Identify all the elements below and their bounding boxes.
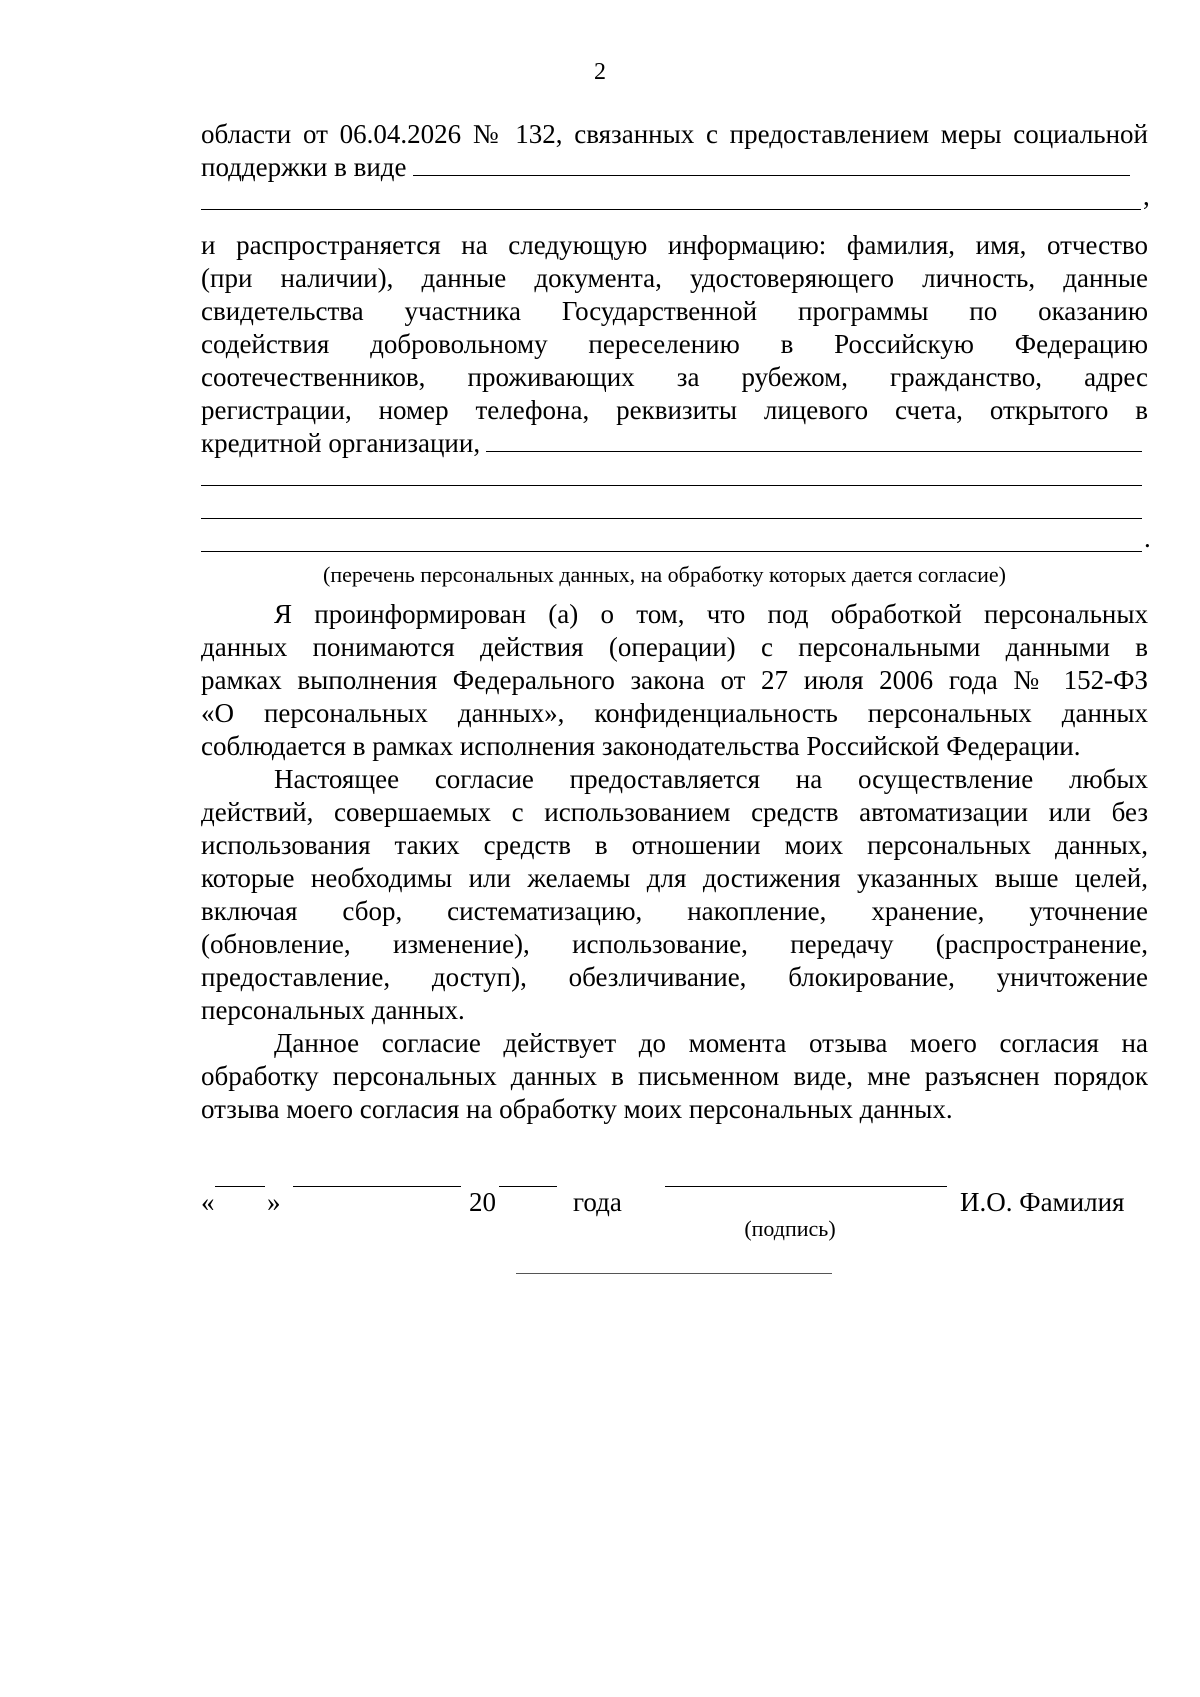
open-quote: «: [201, 1187, 215, 1217]
personal-data-caption: (перечень персональных данных, на обработку которых дается согласие): [323, 562, 1006, 587]
signature-caption: (подпись): [744, 1216, 836, 1241]
intro-line-1: области от 06.04.2026 № 132, связанных с предоставлением меры социальной: [201, 119, 1148, 149]
end-divider: [516, 1273, 832, 1274]
personal-data-blank-1[interactable]: [486, 429, 1142, 452]
p2-line-8: персональных данных.: [201, 995, 465, 1025]
p2-line-6: (обновление, изменение), использование, передачу (распространение,: [201, 929, 1148, 959]
intro-line-2-text: поддержки в виде: [201, 152, 407, 182]
p1-line-3: рамках выполнения Федерального закона от 27 июля 2006 года № 152-ФЗ: [201, 665, 1148, 695]
signer-name: И.О. Фамилия: [960, 1187, 1125, 1217]
p1-line-1: Я проинформирован (а) о том, что под обработкой персональных: [274, 599, 1148, 629]
period: .: [1144, 523, 1151, 553]
info-line-3: свидетельства участника Государственной программы по оказанию: [201, 296, 1148, 326]
p2-line-7: предоставление, доступ), обезличивание, блокирование, уничтожение: [201, 962, 1148, 992]
p2-line-3: использования таких средств в отношении моих персональных данных,: [201, 830, 1148, 860]
support-type-blank[interactable]: [413, 153, 1130, 176]
p2-line-5: включая сбор, систематизацию, накопление, хранение, уточнение: [201, 896, 1148, 926]
support-type-blank-2[interactable]: [201, 181, 1150, 217]
p1-line-2: данных понимаются действия (операции) с персональными данными в: [201, 632, 1148, 662]
info-line-5: соотечественников, проживающих за рубежом, гражданство, адрес: [201, 362, 1148, 392]
info-line-7-text: кредитной организации,: [201, 428, 481, 458]
comma: ,: [1143, 181, 1150, 211]
close-quote: »: [267, 1187, 281, 1217]
personal-data-blank-4[interactable]: [201, 523, 1151, 559]
info-line-2: (при наличии), данные документа, удостоверяющего личность, данные: [201, 263, 1148, 293]
info-line-7: [201, 427, 1148, 460]
year-blank[interactable]: [499, 1186, 557, 1187]
personal-data-blank-3[interactable]: [201, 493, 1148, 526]
info-line-1: и распространяется на следующую информацию: фамилия, имя, отчество: [201, 230, 1148, 260]
p3-line-2: обработку персональных данных в письменном виде, мне разъяснен порядок: [201, 1061, 1148, 1091]
signature-blank[interactable]: [665, 1186, 947, 1187]
document-body: [201, 118, 1151, 1126]
info-line-4: содействия добровольному переселению в Российскую Федерацию: [201, 329, 1148, 359]
day-blank[interactable]: [215, 1186, 265, 1187]
personal-data-blank-2[interactable]: [201, 460, 1148, 493]
intro-line-2: [201, 151, 1148, 184]
month-blank[interactable]: [293, 1186, 461, 1187]
p1-line-5: соблюдается в рамках исполнения законодательства Российской Федерации.: [201, 731, 1081, 761]
info-line-6: регистрации, номер телефона, реквизиты лицевого счета, открытого в: [201, 395, 1148, 425]
p2-line-1: Настоящее согласие предоставляется на осуществление любых: [274, 764, 1148, 794]
page-number: 2: [594, 59, 606, 85]
p3-line-1: Данное согласие действует до момента отзыва моего согласия на: [274, 1028, 1148, 1058]
p1-line-4: «О персональных данных», конфиденциальность персональных данных: [201, 698, 1148, 728]
signature-row: [201, 1186, 1148, 1220]
p2-line-2: действий, совершаемых с использованием средств автоматизации или без: [201, 797, 1148, 827]
year-prefix: 20: [469, 1187, 496, 1217]
p3-line-3: отзыва моего согласия на обработку моих персональных данных.: [201, 1094, 953, 1124]
p2-line-4: которые необходимы или желаемы для достижения указанных выше целей,: [201, 863, 1148, 893]
year-word: года: [573, 1187, 622, 1217]
